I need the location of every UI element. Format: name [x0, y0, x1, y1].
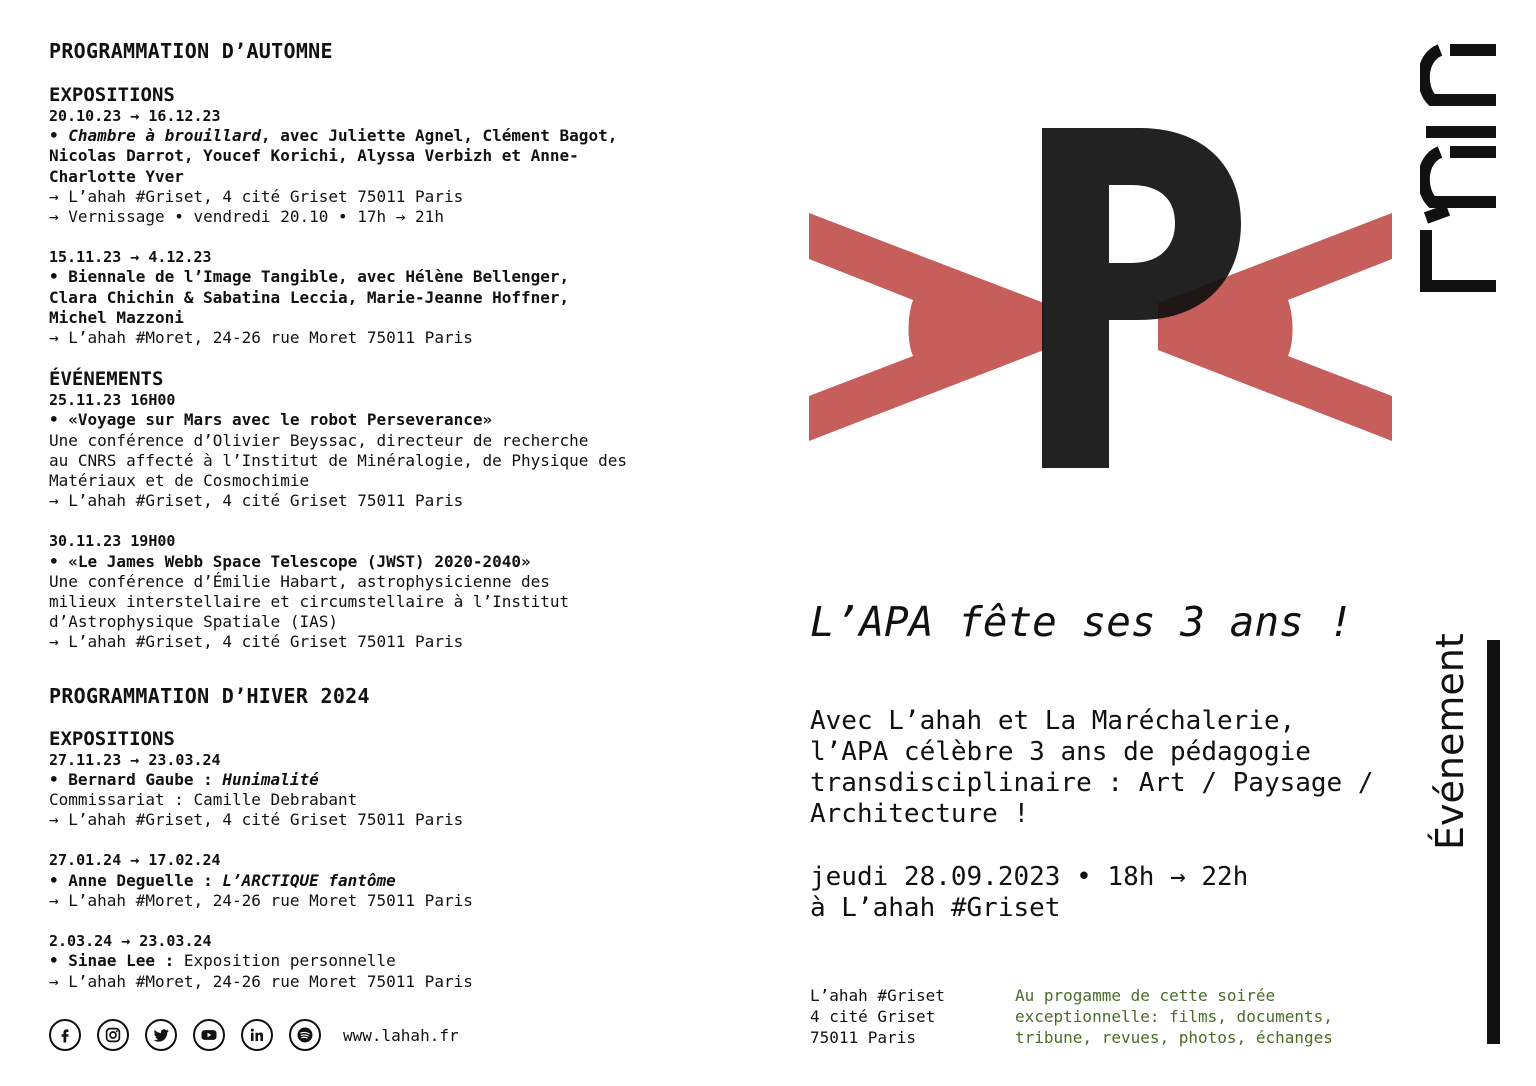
linkedin-icon[interactable] [241, 1019, 273, 1051]
expo-date: 2.03.24 → 23.03.24 [49, 932, 212, 951]
event-intro: Avec L’ahah et La Maréchalerie, l’APA célèbre 3 ans de pédagogie transdisciplinaire : Art / Paysage / Architecture ! [810, 706, 1374, 829]
expo-vernissage: → Vernissage • vendredi 20.10 • 17h → 21h [49, 207, 444, 227]
event-place: → L’ahah #Griset, 4 cité Griset 75011 Paris [49, 632, 464, 652]
event-datetime: jeudi 28.09.2023 • 18h → 22h à L’ahah #Griset [810, 862, 1249, 923]
winter-title: PROGRAMMATION D’HIVER 2024 [49, 683, 370, 708]
event-date: 30.11.23 19H00 [49, 532, 176, 551]
autumn-expo-1: 20.10.23 → 16.12.23 • Chambre à brouillard, avec Juliette Agnel, Clément Bagot, Nicolas Darrot, Youcef Korichi, Alyssa Verbizh et Anne- Charlotte Yver → L’ahah #Griset, 4 cité Griset 75011 Paris → Vernissage • vendredi 20.10 • 17h → 21h [49, 106, 709, 227]
apa-logo [809, 128, 1393, 472]
expo-place: → L’ahah #Moret, 24-26 rue Moret 75011 Paris [49, 971, 473, 991]
autumn-event-2: 30.11.23 19H00 • «Le James Webb Space Telescope (JWST) 2020-2040» Une conférence d’Émilie Habart, astrophysicienne des milieux interstellaire et circumstellaire à l’Institut d’Astrophysique Spatiale (IAS) → L’ahah #Griset, 4 cité Griset 75011 Paris [49, 531, 709, 652]
expo-place: → L’ahah #Moret, 24-26 rue Moret 75011 Paris [49, 890, 473, 910]
event-side-bar [1487, 640, 1500, 1044]
winter-expo-2: 27.01.24 → 17.02.24 • Anne Deguelle : L’ARCTIQUE fantôme → L’ahah #Moret, 24-26 rue Moret 75011 Paris [49, 850, 709, 911]
autumn-event-1: 25.11.23 16H00 • «Voyage sur Mars avec le robot Perseverance» Une conférence d’Olivier Beyssac, directeur de recherche au CNRS affecté à l’Institut de Minéralogie, de Physique des Matériaux et de Cosmochimie → L’ahah #Griset, 4 cité Griset 75011 Paris [49, 390, 709, 511]
expo-date: 20.10.23 → 16.12.23 [49, 107, 221, 125]
social-links [49, 1019, 459, 1051]
youtube-icon[interactable] [193, 1019, 225, 1051]
expo-place: → L’ahah #Griset, 4 cité Griset 75011 Paris [49, 810, 464, 830]
programme-column [49, 38, 709, 992]
winter-expositions-title: EXPOSITIONS [49, 727, 175, 750]
expo-title: Exposition personnelle [183, 951, 396, 971]
facebook-icon[interactable] [49, 1019, 81, 1051]
expo-date: 27.11.23 → 23.03.24 [49, 750, 221, 769]
expo-place: → L’ahah #Griset, 4 cité Griset 75011 Paris [49, 186, 464, 206]
autumn-title: PROGRAMMATION D’AUTOMNE [49, 39, 333, 63]
website-link[interactable]: www.lahah.fr [343, 1025, 459, 1045]
expo-title-line: • Chambre à brouillard, avec Juliette Agnel, Clément Bagot, [49, 126, 618, 146]
expo-date: 27.01.24 → 17.02.24 [49, 851, 221, 870]
venue-address: L’ahah #Griset 4 cité Griset 75011 Paris [810, 986, 945, 1047]
winter-expo-3: 2.03.24 → 23.03.24 • Sinae Lee : Exposition personnelle → L’ahah #Moret, 24-26 rue Moret 75011 Paris [49, 931, 709, 992]
autumn-expo-2: 15.11.23 → 4.12.23 • Biennale de l’Image Tangible, avec Hélène Bellenger, Clara Chichin & Sabatina Leccia, Marie-Jeanne Hoffner, Michel Mazzoni → L’ahah #Moret, 24-26 rue Moret 75011 Paris [49, 247, 709, 348]
expo-title: L’ARCTIQUE fantôme [222, 870, 396, 890]
instagram-icon[interactable] [97, 1019, 129, 1051]
logo-left-a [809, 213, 1044, 441]
evening-programme: Au progamme de cette soirée exceptionnelle: films, documents, tribune, revues, photos, échanges [1015, 986, 1333, 1047]
expo-place: → L’ahah #Moret, 24-26 rue Moret 75011 Paris [49, 328, 473, 348]
event-date: 25.11.23 16H00 [49, 391, 176, 410]
autumn-events-title: ÉVÉNEMENTS [49, 368, 164, 391]
tagline: L’APA fête ses 3 ans ! [810, 598, 1354, 646]
expo-date: 15.11.23 → 4.12.23 [49, 248, 212, 267]
autumn-expositions-title: EXPOSITIONS [49, 84, 175, 106]
winter-expo-1: 27.11.23 → 23.03.24 • Bernard Gaube : Hunimalité Commissariat : Camille Debrabant → L’ahah #Griset, 4 cité Griset 75011 Paris [49, 750, 709, 831]
expo-title: Hunimalité [222, 769, 319, 789]
event-place: → L’ahah #Griset, 4 cité Griset 75011 Paris [49, 491, 464, 511]
twitter-icon[interactable] [145, 1019, 177, 1051]
expo-title: Chambre à brouillard [68, 126, 261, 146]
event-title: • «Le James Webb Space Telescope (JWST) 2020-2040» [49, 551, 531, 571]
lahah-logo [1420, 40, 1502, 292]
event-title: • «Voyage sur Mars avec le robot Perseverance» [49, 410, 493, 430]
spotify-icon[interactable] [289, 1019, 321, 1051]
event-category-label: Événement [1428, 633, 1472, 850]
